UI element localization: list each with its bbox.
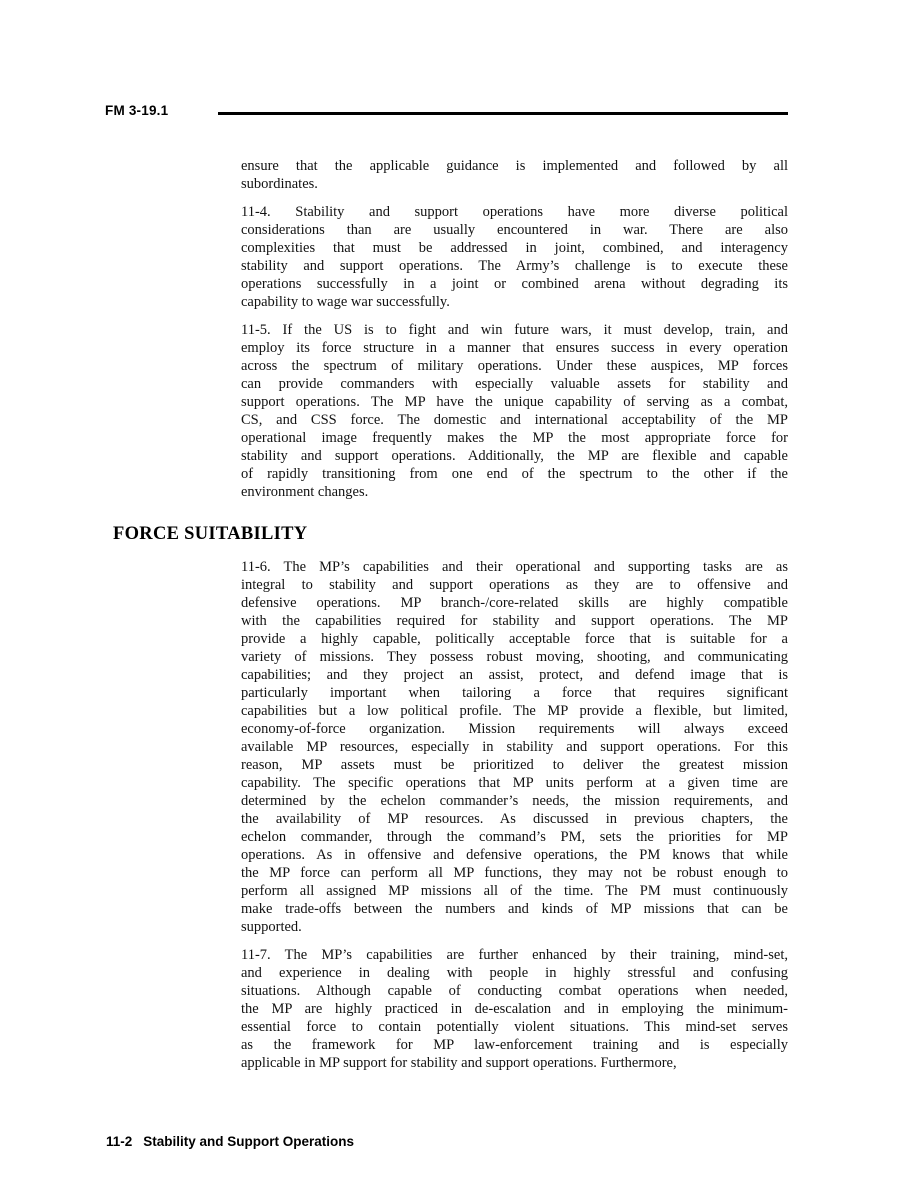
text-line: make trade-offs between the numbers and kinds of MP missions that can be: [241, 901, 788, 917]
text-line: employ its force structure in a manner that ensures success in every operation: [241, 340, 788, 356]
text-line: particularly important when tailoring a force that requires significant: [241, 685, 788, 701]
text-line: essential force to contain potentially violent situations. This mind-set serves: [241, 1019, 788, 1035]
text-line: ensure that the applicable guidance is implemented and followed by all: [241, 158, 788, 174]
section-heading: FORCE SUITABILITY: [113, 524, 308, 544]
text-line: 11-4. Stability and support operations have more diverse political: [241, 204, 788, 220]
text-line: operational image frequently makes the MP the most appropriate force for: [241, 430, 788, 446]
text-line: defensive operations. MP branch-/core-related skills are highly compatible: [241, 595, 788, 611]
text-line: integral to stability and support operations as they are to offensive and: [241, 577, 788, 593]
text-line: variety of missions. They possess robust moving, shooting, and communicating: [241, 649, 788, 665]
text-line: of rapidly transitioning from one end of the spectrum to the other if the: [241, 466, 788, 482]
footer-page-number: 11-2: [106, 1134, 133, 1149]
text-line: supported.: [241, 919, 302, 935]
page-footer: [106, 1134, 354, 1149]
paragraph: [241, 321, 788, 501]
text-line: 11-6. The MP’s capabilities and their operational and supporting tasks are as: [241, 559, 788, 575]
text-line: the MP force can perform all MP functions, they may not be robust enough to: [241, 865, 788, 881]
text-line: operations. As in offensive and defensive operations, the PM knows that while: [241, 847, 788, 863]
text-line: applicable in MP support for stability and support operations. Furthermore,: [241, 1055, 677, 1071]
text-line: operations successfully in a joint or combined arena without degrading its: [241, 276, 788, 292]
text-line: with the capabilities required for stability and support operations. The MP: [241, 613, 788, 629]
text-line: and experience in dealing with people in highly stressful and confusing: [241, 965, 788, 981]
text-line: 11-7. The MP’s capabilities are further enhanced by their training, mind-set,: [241, 947, 788, 963]
footer-book-title: Stability and Support Operations: [143, 1134, 355, 1149]
paragraph: [241, 946, 788, 1072]
document-id: FM 3-19.1: [105, 103, 169, 118]
text-line: capability to wage war successfully.: [241, 294, 450, 310]
text-line: capability. The specific operations that MP units perform at a given time are: [241, 775, 788, 791]
text-line: available MP resources, especially in stability and support operations. For this: [241, 739, 788, 755]
text-line: environment changes.: [241, 484, 369, 500]
text-line: echelon commander, through the command’s PM, sets the priorities for MP: [241, 829, 788, 845]
text-line: can provide commanders with especially valuable assets for stability and: [241, 376, 788, 392]
text-line: the availability of MP resources. As discussed in previous chapters, the: [241, 811, 788, 827]
paragraph: [241, 157, 788, 193]
paragraph: [241, 203, 788, 311]
text-line: support operations. The MP have the unique capability of serving as a combat,: [241, 394, 788, 410]
text-line: as the framework for MP law-enforcement training and is especially: [241, 1037, 788, 1053]
text-line: stability and support operations. The Army’s challenge is to execute these: [241, 258, 788, 274]
text-line: considerations than are usually encountered in war. There are also: [241, 222, 788, 238]
header-rule: [218, 112, 788, 115]
text-line: 11-5. If the US is to fight and win future wars, it must develop, train, and: [241, 322, 788, 338]
text-line: capabilities but a low political profile. The MP provide a flexible, but limited,: [241, 703, 788, 719]
body-content: [113, 157, 788, 1082]
text-line: determined by the echelon commander’s needs, the mission requirements, and: [241, 793, 788, 809]
text-line: situations. Although capable of conducting combat operations when needed,: [241, 983, 788, 999]
text-line: across the spectrum of military operations. Under these auspices, MP forces: [241, 358, 788, 374]
text-line: reason, MP assets must be prioritized to deliver the greatest mission: [241, 757, 788, 773]
text-line: the MP are highly practiced in de-escalation and in employing the minimum-: [241, 1001, 788, 1017]
text-line: complexities that must be addressed in joint, combined, and interagency: [241, 240, 788, 256]
text-line: stability and support operations. Additionally, the MP are flexible and capable: [241, 448, 788, 464]
paragraph: [241, 558, 788, 936]
text-line: capabilities; and they project an assist, protect, and defend image that is: [241, 667, 788, 683]
text-line: perform all assigned MP missions all of the time. The PM must continuously: [241, 883, 788, 899]
text-line: economy-of-force organization. Mission requirements will always exceed: [241, 721, 788, 737]
text-line: provide a highly capable, politically acceptable force that is suitable for a: [241, 631, 788, 647]
text-line: subordinates.: [241, 176, 318, 192]
text-line: CS, and CSS force. The domestic and international acceptability of the MP: [241, 412, 788, 428]
